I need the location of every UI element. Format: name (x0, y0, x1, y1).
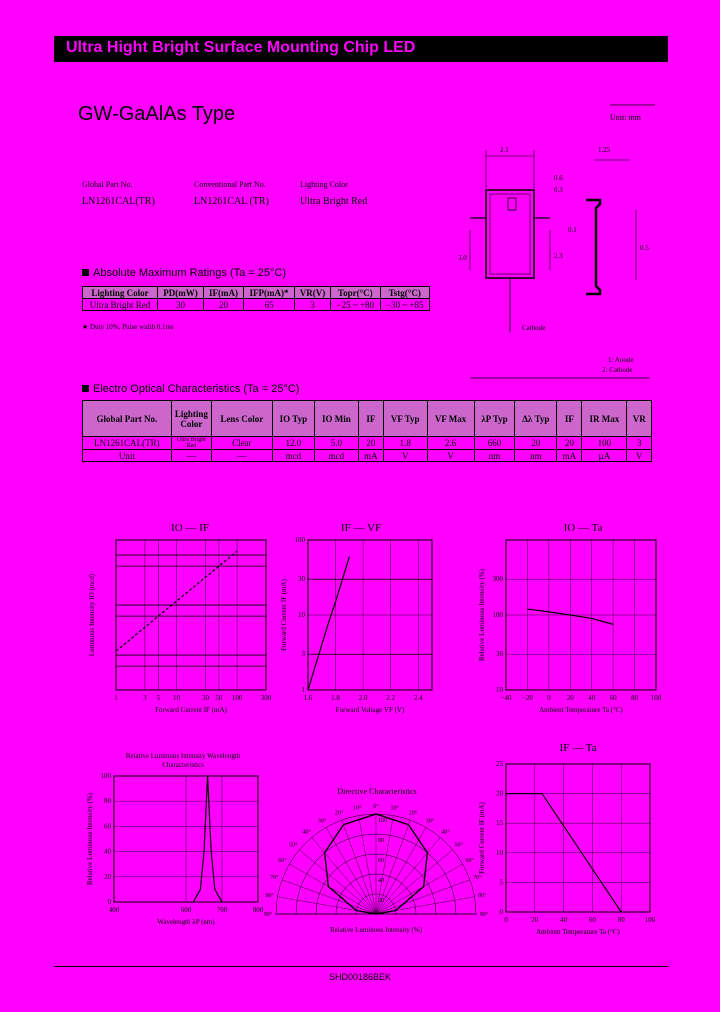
chart-wavelength (80, 762, 270, 942)
table-cell: 20 (557, 437, 582, 450)
y-tick-label: 80 (104, 797, 111, 806)
table-cell: IFP(mA)* (243, 287, 294, 299)
series-line (308, 557, 349, 690)
table-cell: µA (582, 450, 627, 462)
table-cell: 65 (243, 299, 294, 311)
angle-tick-label: 10° (390, 805, 399, 812)
x-tick-label: 1 (114, 694, 118, 702)
page-banner: Ultra Hight Bright Surface Mounting Chip LED (54, 36, 668, 62)
angle-tick-label: 90° (479, 912, 489, 918)
table-cell: 20 (515, 437, 557, 450)
angle-tick-label: 60° (278, 858, 287, 864)
angle-tick-label: 70° (473, 875, 482, 882)
conventional-part-no: LN1261CAL (TR) (194, 196, 269, 207)
dim-label: 0.1 (568, 226, 577, 234)
x-tick-label: 20 (531, 916, 539, 924)
y-axis-label: Relative Luminous Intensity (%) (86, 793, 94, 885)
table-row (83, 287, 430, 299)
angle-tick-label: 30° (317, 818, 327, 825)
table-cell: — (171, 450, 211, 462)
chart1-title: IO — IF (171, 522, 209, 534)
radial-tick-label: 40 (378, 878, 384, 884)
table-cell: IR Max (582, 401, 627, 437)
y-axis-label: Luminous Intensity IO (mcd) (88, 573, 96, 657)
table-cell: 3 (627, 437, 652, 450)
y-tick-label: 10 (496, 848, 503, 857)
table-cell: nm (515, 450, 557, 462)
table-cell: IF (358, 401, 383, 437)
table-cell: 100 (582, 437, 627, 450)
angle-tick-label: 90° (263, 912, 273, 918)
x-tick-label: 100 (231, 694, 243, 702)
x-tick-label: 800 (252, 906, 264, 914)
x-tick-label: 700 (216, 906, 228, 914)
x-tick-label: −40 (500, 694, 512, 702)
table-cell: λP Typ (474, 401, 515, 437)
y-tick-label: 40 (104, 847, 111, 856)
x-axis-label: Forward Current IF (mA) (155, 706, 227, 714)
lighting-color: Ultra Bright Red (300, 196, 368, 207)
x-tick-label: 300 (260, 694, 272, 702)
plot-frame (116, 540, 266, 690)
plot-frame (506, 764, 650, 912)
x-tick-label: 30 (201, 694, 209, 702)
angle-tick-label: 0° (373, 804, 379, 810)
legend-anode: 1: Anode (608, 356, 634, 364)
x-axis-label: Forward Voltage VF (V) (335, 706, 405, 714)
x-tick-label: 60 (588, 916, 596, 924)
table-cell: Δλ Typ (515, 401, 557, 437)
table-cell: mA (557, 450, 582, 462)
x-tick-label: 1.6 (303, 694, 313, 702)
angle-tick-label: 30° (425, 818, 435, 825)
chart-if-vf (280, 536, 440, 726)
chart5-title: Directive Characteristics (337, 787, 417, 796)
x-tick-label: 2.0 (358, 694, 368, 702)
table-row (83, 450, 652, 462)
x-tick-label: 40 (560, 916, 568, 924)
radial-tick-label: 100 (378, 818, 387, 824)
chart6-title: IF — Ta (559, 742, 597, 754)
table-cell: 20 (203, 299, 243, 311)
package-diagram (450, 100, 660, 380)
angle-tick-label: 60° (465, 858, 474, 864)
table-cell: 3 (295, 299, 331, 311)
type-title: GW-GaAlAs Type (78, 103, 236, 125)
table-cell: mcd (272, 450, 314, 462)
y-tick-label: 5 (499, 878, 503, 887)
angle-tick-label: 80° (265, 893, 274, 900)
chart4-title: Relative Luminous Intensity Wavelength Characteristics (125, 752, 241, 769)
angle-tick-label: 70° (270, 875, 279, 882)
table-cell: VF Max (427, 401, 474, 437)
x-tick-label: 3 (143, 694, 147, 702)
table-cell: 30 (157, 299, 203, 311)
abs-max-table (82, 286, 430, 311)
bullet-square-icon (82, 385, 89, 392)
eo-heading-text: Electro Optical Characteristics (Ta = 25°C) (93, 383, 300, 395)
table-cell: IO Typ (272, 401, 314, 437)
x-axis-label: Ambient Temperature Ta (°C) (539, 706, 623, 714)
table-cell: — (211, 450, 272, 462)
table-cell: 660 (474, 437, 515, 450)
col-global-label: Global Part No. (82, 180, 133, 189)
table-cell: VF Typ (383, 401, 427, 437)
bullet-square-icon (82, 269, 89, 276)
dim-label: 3.0 (458, 254, 467, 262)
chart-directive (263, 796, 489, 942)
y-tick-label: 0 (107, 898, 111, 906)
angle-tick-label: 50° (289, 842, 298, 849)
chart-if-ta (472, 756, 662, 942)
x-tick-label: 100 (644, 916, 656, 924)
y-tick-label: 3 (301, 650, 305, 659)
unit-note: Unit: mm (610, 113, 641, 122)
table-row (83, 299, 430, 311)
x-tick-label: 60 (609, 694, 617, 702)
table-cell: Ultra Bright Red (171, 437, 211, 450)
x-axis-label: Wavelength λP (nm) (157, 918, 215, 926)
angle-tick-label: 40° (302, 829, 311, 836)
x-tick-label: 2.2 (386, 694, 396, 702)
angle-tick-label: 50° (454, 842, 463, 849)
table-cell: IF(mA) (203, 287, 243, 299)
x-axis-label: Ambient Temperature Ta (°C) (536, 928, 620, 936)
eo-heading (82, 383, 299, 395)
y-axis-label: Relative Luminous Intensity (%) (478, 569, 486, 661)
abs-max-heading-text: Absolute Maximum Ratings (Ta = 25°C) (93, 267, 286, 279)
table-cell: V (427, 450, 474, 462)
dim-label: 0.6 (554, 174, 563, 182)
x-axis-label: Relative Luminous Intensity (%) (330, 926, 422, 934)
dim-label: 2.3 (554, 252, 563, 260)
x-tick-label: 100 (650, 694, 662, 702)
table-cell: mcd (314, 450, 358, 462)
y-tick-label: 1 (301, 686, 305, 694)
dim-label: 2.1 (500, 146, 509, 154)
angle-tick-label: 20° (334, 810, 344, 817)
x-tick-label: 600 (180, 906, 192, 914)
table-cell: VR (627, 401, 652, 437)
dim-label: 0.3 (554, 186, 563, 194)
table-cell: Lighting Color (171, 401, 211, 437)
radial-tick-label: 60 (378, 858, 384, 864)
y-tick-label: 20 (496, 789, 503, 798)
table-cell: Lens Color (211, 401, 272, 437)
y-axis-label: Forward Current IF (mA) (478, 802, 486, 874)
legend-cathode: 2: Cathode (602, 366, 633, 374)
chart-io-if (88, 536, 288, 726)
y-tick-label: 300 (492, 575, 503, 584)
dim-label: 1.25 (598, 146, 611, 154)
col-conventional-label: Conventional Part No. (194, 180, 266, 189)
x-tick-label: 0 (504, 916, 508, 924)
angle-tick-label: 80° (478, 893, 487, 900)
y-tick-label: 20 (104, 872, 111, 881)
x-tick-label: 400 (108, 906, 120, 914)
table-cell: Topr(°C) (331, 287, 380, 299)
y-tick-label: 10 (496, 686, 503, 694)
cathode-label: Cathode (522, 324, 546, 332)
col-color-label: Lighting Color (300, 180, 348, 189)
table-cell: Global Part No. (83, 401, 172, 437)
x-tick-label: 40 (588, 694, 596, 702)
table-row (83, 437, 652, 450)
radial-tick-label: 20 (378, 898, 384, 904)
abs-max-heading (82, 267, 286, 279)
y-axis-label: Forward Current IF (mA) (280, 579, 288, 651)
abs-max-note: ★ Duty 10%, Pulse width 0.1ms (82, 323, 174, 331)
table-cell: LN1261CAL(TR) (83, 437, 172, 450)
table-cell: Tstg(°C) (380, 287, 429, 299)
x-tick-label: 10 (173, 694, 181, 702)
x-tick-label: 50 (215, 694, 223, 702)
table-cell: IO Min (314, 401, 358, 437)
chart-io-ta (472, 536, 662, 726)
chart3-title: IO — Ta (563, 522, 603, 534)
angle-tick-label: 10° (353, 805, 362, 812)
y-tick-label: 30 (496, 650, 503, 659)
y-tick-label: 15 (496, 819, 503, 828)
y-tick-label: 10 (298, 611, 305, 619)
footer-code: SHD00186BEK (328, 972, 392, 982)
y-tick-label: 0 (499, 908, 503, 916)
x-tick-label: 20 (566, 694, 574, 702)
table-cell: 5.0 (314, 437, 358, 450)
x-tick-label: −20 (521, 694, 533, 702)
dim-label: 0.5 (640, 244, 649, 252)
footer-rule (54, 966, 668, 967)
radial-tick-label: 80 (378, 838, 384, 844)
table-cell: Lighting Color (83, 287, 158, 299)
y-tick-label: 25 (496, 760, 503, 768)
x-tick-label: 0 (547, 694, 551, 702)
x-tick-label: 1.8 (331, 694, 340, 702)
y-tick-label: 60 (104, 822, 111, 831)
table-cell: 2.6 (427, 437, 474, 450)
table-cell: −30 ~ +85 (380, 299, 429, 311)
angle-tick-label: 40° (441, 829, 450, 836)
table-cell: PD(mW) (157, 287, 203, 299)
y-tick-label: 100 (100, 772, 111, 780)
table-cell: 12.0 (272, 437, 314, 450)
y-tick-label: 30 (298, 575, 305, 584)
y-tick-label: 100 (294, 536, 305, 544)
table-cell: VR(V) (295, 287, 331, 299)
table-cell: Clear (211, 437, 272, 450)
table-cell: 20 (358, 437, 383, 450)
x-tick-label: 5 (156, 694, 161, 702)
angle-tick-label: 20° (408, 810, 418, 817)
table-cell: 1.8 (383, 437, 427, 450)
table-cell: Unit (83, 450, 172, 462)
table-cell: −25 ~ +80 (331, 299, 380, 311)
global-part-no: LN1261CAL(TR) (82, 196, 155, 207)
y-tick-label: 100 (492, 611, 503, 619)
table-cell: IF (557, 401, 582, 437)
x-tick-label: 80 (617, 916, 625, 924)
table-cell: V (383, 450, 427, 462)
table-cell: Ultra Bright Red (83, 299, 158, 311)
chart2-title: IF — VF (340, 522, 382, 534)
table-cell: mA (358, 450, 383, 462)
table-row (83, 401, 652, 437)
x-tick-label: 80 (631, 694, 639, 702)
series-line (193, 776, 222, 902)
table-cell: nm (474, 450, 515, 462)
eo-table (82, 400, 652, 462)
table-cell: V (627, 450, 652, 462)
x-tick-label: 2.4 (413, 694, 423, 702)
